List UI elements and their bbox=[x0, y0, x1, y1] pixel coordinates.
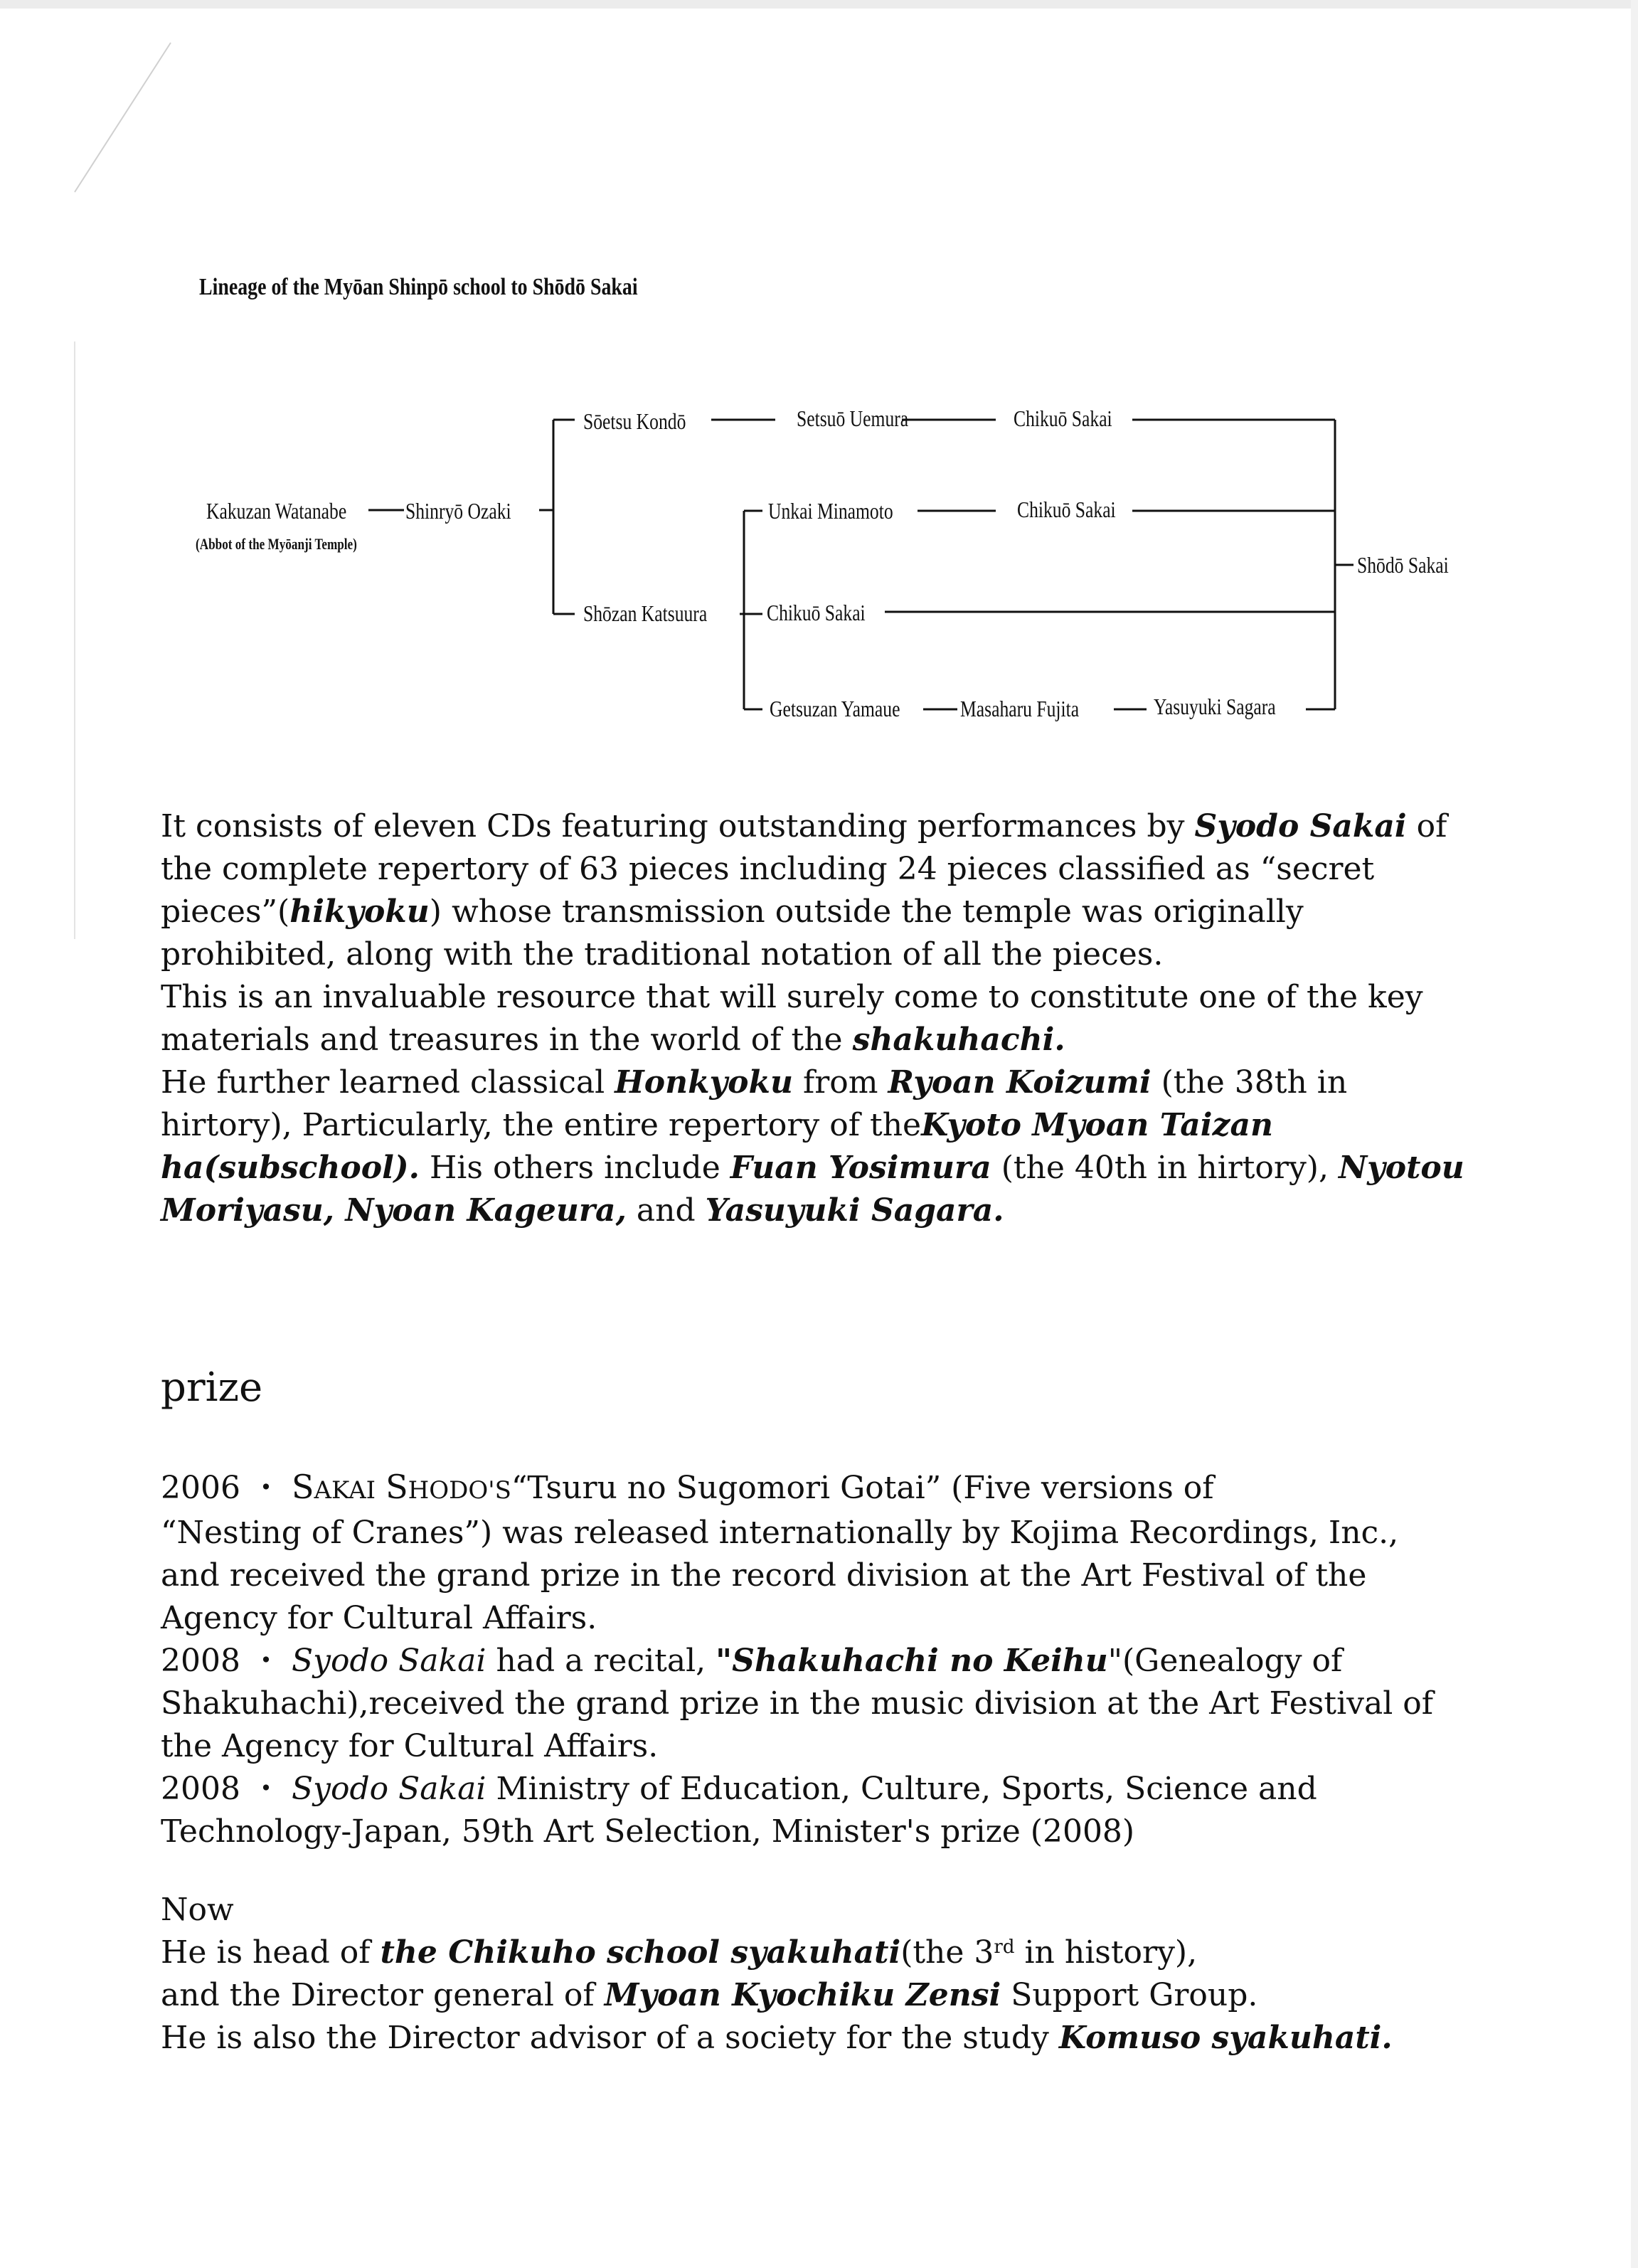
prize-entry-2008-minister: 2008 ・ Syodo Sakai Ministry of Education, Culture, Sports, Science and bbox=[161, 1771, 1317, 1807]
lineage-node-yasuyuki: Yasuyuki Sagara bbox=[1154, 694, 1276, 719]
paragraph-line: and the Director general of Myoan Kyochiku Zensi Support Group. bbox=[161, 1977, 1258, 2013]
lineage-diagram bbox=[0, 0, 1638, 783]
paragraph-line: the complete repertory of 63 pieces including 24 pieces classified as “secret bbox=[161, 851, 1375, 887]
paragraph-line: materials and treasures in the world of the shakuhachi. bbox=[161, 1022, 1065, 1058]
paragraph-line: prohibited, along with the traditional notation of all the pieces. bbox=[161, 936, 1164, 973]
prize-heading: prize bbox=[161, 1364, 263, 1411]
lineage-node-shozan: Shōzan Katsuura bbox=[583, 600, 708, 626]
paragraph-line: Shakuhachi),received the grand prize in the music division at the Art Festival of bbox=[161, 1685, 1434, 1722]
paragraph-line: He is also the Director advisor of a society for the study Komuso syakuhati. bbox=[161, 2020, 1393, 2056]
lineage-node-setsuo: Setsuō Uemura bbox=[797, 406, 909, 431]
paragraph-line: pieces”(hikyoku) whose transmission outside the temple was originally bbox=[161, 894, 1304, 930]
prize-entry-2008-recital: 2008 ・ Syodo Sakai had a recital, "Shakuhachi no Keihu"(Genealogy of bbox=[161, 1643, 1343, 1679]
now-section bbox=[161, 1889, 1498, 2060]
paragraph-line: It consists of eleven CDs featuring outstanding performances by Syodo Sakai of bbox=[161, 808, 1447, 844]
paragraph-line: the Agency for Cultural Affairs. bbox=[161, 1728, 659, 1764]
lineage-node-kakuzan-note: (Abbot of the Myōanji Temple) bbox=[196, 535, 357, 553]
lineage-node-soetsu: Sōetsu Kondō bbox=[583, 408, 686, 434]
lineage-node-kakuzan: Kakuzan Watanabe bbox=[206, 498, 347, 524]
paragraph-line: ha(subschool). His others include Fuan Yosimura (the 40th in hirtory), Nyotou bbox=[161, 1150, 1464, 1186]
paragraph-line: and received the grand prize in the record division at the Art Festival of the bbox=[161, 1557, 1367, 1594]
lineage-connector-lines bbox=[0, 0, 1638, 783]
paragraph-line: hirtory), Particularly, the entire repertory of theKyoto Myoan Taizan bbox=[161, 1107, 1273, 1143]
paragraph-line: Agency for Cultural Affairs. bbox=[161, 1600, 597, 1636]
lineage-node-getsuzan: Getsuzan Yamaue bbox=[770, 696, 900, 721]
prize-list bbox=[161, 1466, 1498, 1853]
paragraph-line: “Nesting of Cranes”) was released internationally by Kojima Recordings, Inc., bbox=[161, 1515, 1399, 1551]
lineage-node-shodo: Shōdō Sakai bbox=[1357, 552, 1449, 578]
paragraph-line: He is head of the Chikuho school syakuhati(the 3rd in history), bbox=[161, 1934, 1198, 1971]
now-label: Now bbox=[161, 1892, 234, 1928]
paragraph-line: This is an invaluable resource that will surely come to constitute one of the key bbox=[161, 979, 1423, 1015]
lineage-node-masaharu: Masaharu Fujita bbox=[960, 696, 1080, 721]
lineage-node-chikuo-1: Chikuō Sakai bbox=[1014, 406, 1112, 431]
paragraph-line: Moriyasu, Nyoan Kageura, and Yasuyuki Sagara. bbox=[161, 1192, 1004, 1229]
lineage-node-chikuo-2: Chikuō Sakai bbox=[1017, 497, 1116, 522]
lineage-node-unkai: Unkai Minamoto bbox=[768, 498, 893, 524]
lineage-node-shinryo: Shinryō Ozaki bbox=[405, 498, 511, 524]
paragraph-line: He further learned classical Honkyoku from Ryoan Koizumi (the 38th in bbox=[161, 1064, 1348, 1101]
lineage-title: Lineage of the Myōan Shinpō school to Shōdō Sakai bbox=[199, 274, 638, 300]
biography-paragraph bbox=[161, 805, 1498, 1232]
prize-entry-2006: 2006 ・ SAKAI SHODO'S“Tsuru no Sugomori Gotai” (Five versions of bbox=[161, 1468, 1214, 1506]
lineage-node-chikuo-3: Chikuō Sakai bbox=[767, 600, 866, 625]
paragraph-line: Technology-Japan, 59th Art Selection, Minister's prize (2008) bbox=[161, 1813, 1135, 1850]
